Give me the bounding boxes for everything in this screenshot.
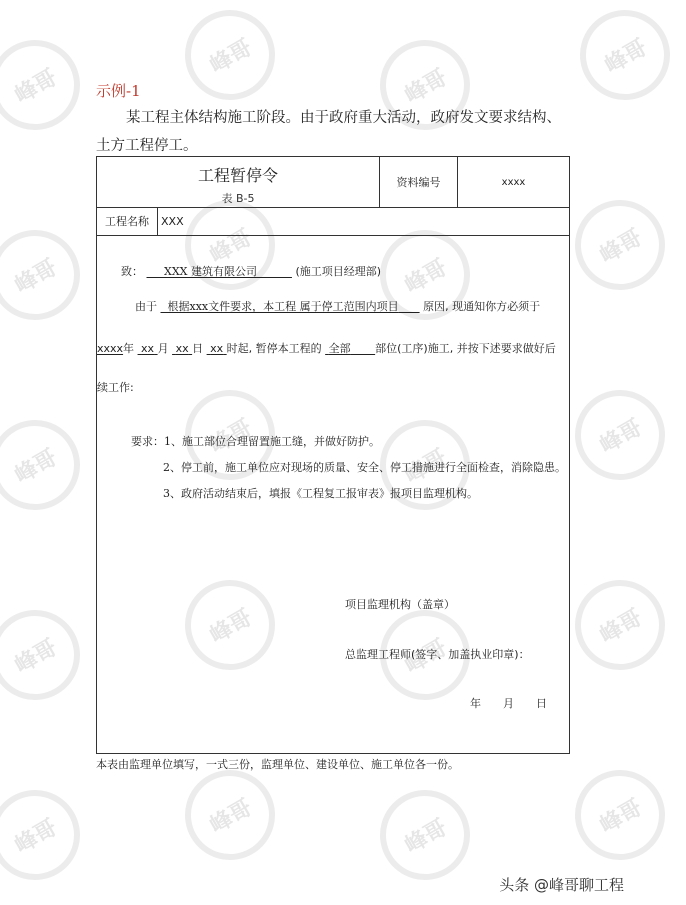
form-header-row [97,157,569,208]
sign-org: 项目监理机构（盖章） [345,598,455,611]
reason-text: 根据xxx文件要求，本工程 属于停工范围内项目 [167,300,399,313]
doc-no-value: xxxx [501,176,526,188]
to-line [121,263,381,279]
watermark-logo: 峰哥 [169,754,292,877]
to-suffix: (施工项目经理部) [295,265,382,278]
date-month: xx [141,342,155,355]
intro-paragraph: 某工程主体结构施工阶段。由于政府重大活动，政府发文要求结构、土方工程停工。 [96,110,561,154]
follow-up-text: 续工作: [97,381,134,394]
watermark-logo: 峰哥 [559,374,682,497]
requirement-2: 2、停工前，施工单位应对现场的质量、安全、停工措施进行全面检查，消除隐患。 [163,461,566,474]
date-day: xx [175,342,189,355]
watermark-logo: 峰哥 [364,404,487,527]
project-name-value: XXX [161,214,184,228]
suspension-order-form [96,156,570,754]
date-hour: xx [210,342,224,355]
watermark-logo: 峰哥 [169,0,292,116]
scope: 全部 [328,342,351,355]
day-unit: 日 [192,342,204,355]
watermark-logo: 峰哥 [0,404,96,527]
watermark-logo: 峰哥 [0,214,96,337]
footnote: 本表由监理单位填写，一式三份，监理单位、建设单位、施工单位各一份。 [96,758,459,771]
form-title-cell [97,157,380,207]
requirement-3: 3、政府活动结束后，填报《工程复工报审表》报项目监理机构。 [163,487,478,500]
watermark-logo: 峰哥 [564,0,686,116]
form-title: 工程暂停令 [197,166,278,185]
watermark-logo: 峰哥 [169,564,292,687]
watermark-logo: 峰哥 [169,374,292,497]
requirement-1: 要求：1、施工部位合理留置施工缝，并做好防护。 [131,435,380,448]
watermark-logo: 峰哥 [559,754,682,877]
watermark-logo: 峰哥 [364,24,487,147]
watermark-logo: 峰哥 [169,184,292,307]
requirements-label: 要求： [131,435,164,448]
time-suffix: 时起, 暂停本工程的 [226,342,322,355]
reason-prefix: 由于 [135,300,157,313]
to-company: XXX 建筑有限公司 [163,265,257,278]
brand-watermark: 头条 @峰哥聊工程 [499,876,624,894]
form-subtitle: 表 B-5 [221,192,255,205]
to-prefix: 致： [121,265,143,278]
reason-line [135,298,540,314]
watermark-logo: 峰哥 [0,774,96,897]
project-name-label: 工程名称 [97,207,158,235]
watermark-logo: 峰哥 [0,594,96,717]
scope-suffix: 部位(工序)施工, 并按下述要求做好后 [375,342,556,355]
watermark-logo: 峰哥 [364,214,487,337]
watermark-logo: 峰哥 [364,594,487,717]
reason-suffix: 原因, 现通知你方必须于 [423,300,541,313]
watermark-logo: 峰哥 [559,564,682,687]
project-name-row [97,207,569,236]
watermark-logo: 峰哥 [0,24,96,147]
date-signature-line: 年 月 日 [470,697,547,710]
watermark-logo: 峰哥 [559,184,682,307]
year-unit: 年 [123,342,135,355]
sign-engineer: 总监理工程师(签字、加盖执业印章)： [345,648,530,661]
date-year: xxxx [97,342,124,355]
month-unit: 月 [157,342,169,355]
doc-no-label: 资料编号 [380,157,458,207]
date-line [97,340,556,356]
example-title: 示例-1 [96,82,141,100]
watermark-logo: 峰哥 [364,774,487,897]
